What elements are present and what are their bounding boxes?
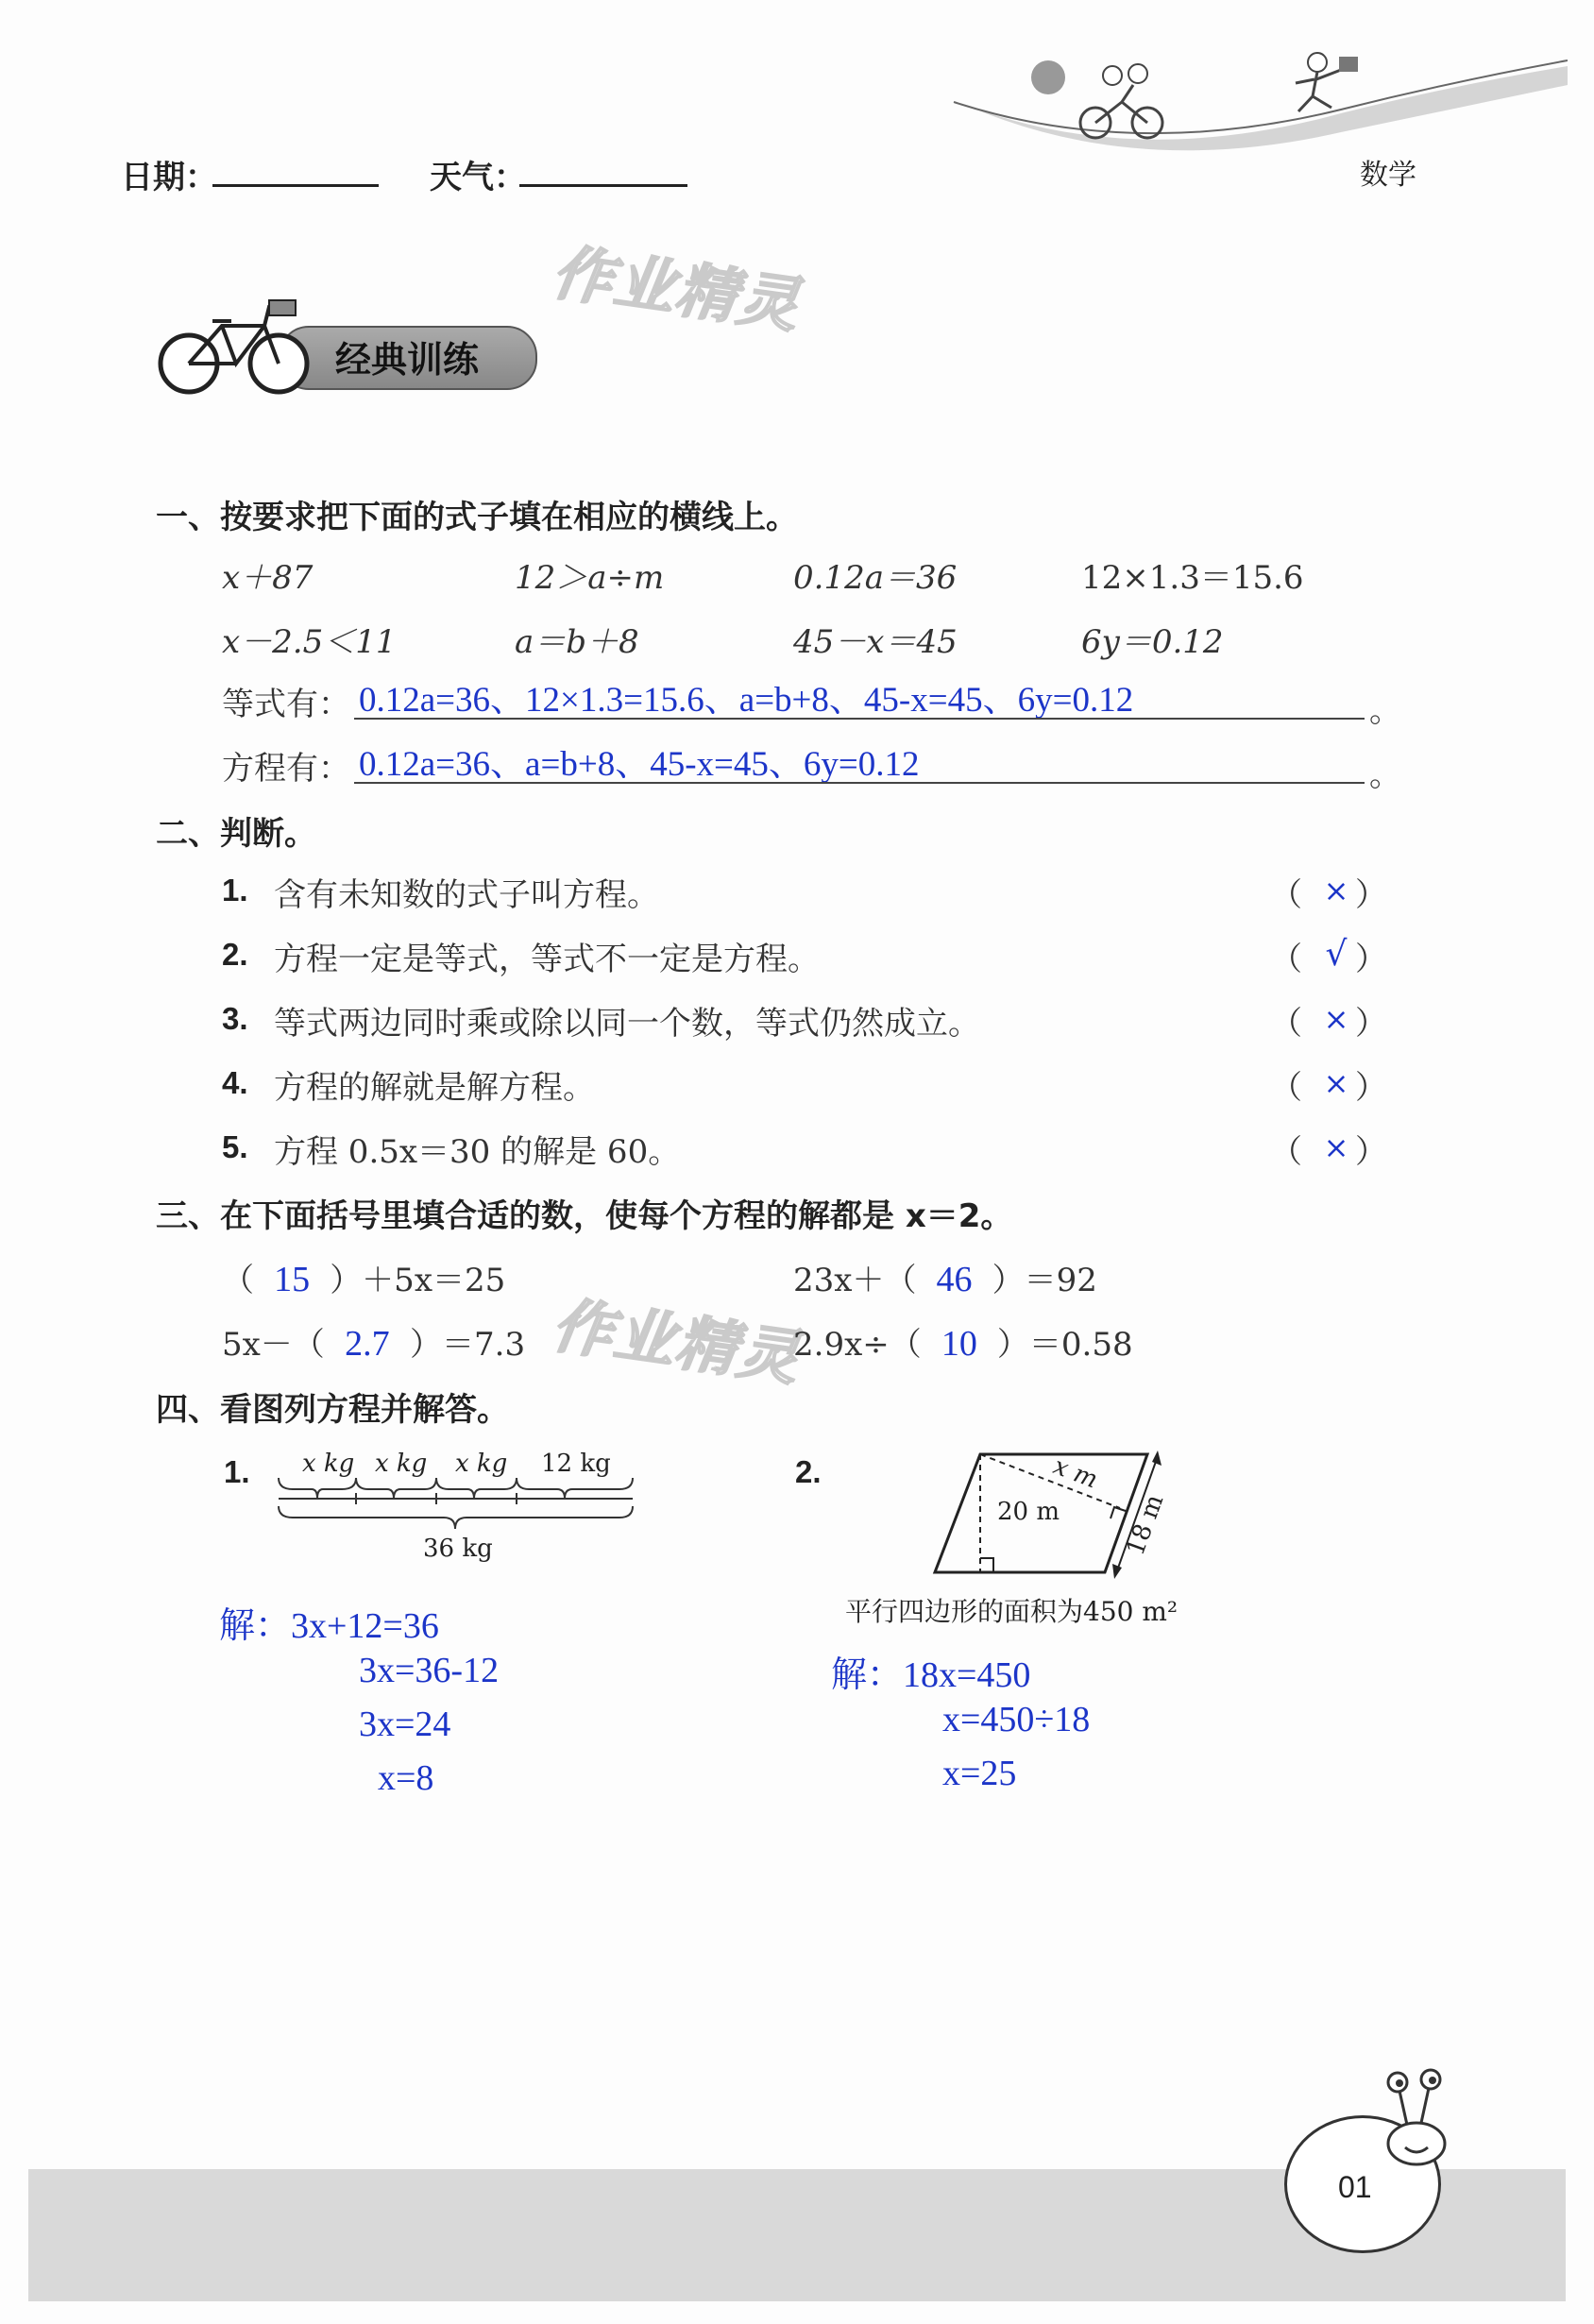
- judge-number: 1.: [222, 873, 248, 908]
- judge-text: 等式两边同时乘或除以同一个数，等式仍然成立。: [274, 1005, 980, 1043]
- expression: 12＞a÷m: [515, 559, 665, 597]
- end-mark: 。: [1369, 692, 1401, 730]
- solution-line: 3x=24: [359, 1705, 451, 1744]
- segment-label: x kg: [375, 1450, 428, 1478]
- judge-item: [222, 933, 1402, 980]
- judge-item: [222, 1126, 1402, 1173]
- fill-suffix: ）＝92: [992, 1262, 1097, 1299]
- segment-label: x kg: [455, 1450, 508, 1478]
- fill-prefix: （: [222, 1262, 254, 1299]
- paren-close: ）: [1355, 941, 1387, 978]
- weather-blank[interactable]: [519, 184, 687, 187]
- judge-number: 4.: [222, 1065, 248, 1100]
- fill-item: [793, 1318, 1133, 1365]
- equalities-answer[interactable]: 0.12a=36、12×1.3=15.6、a=b+8、45-x=45、6y=0.12: [359, 681, 1134, 720]
- judge-mark[interactable]: √: [1325, 935, 1348, 974]
- equalities-label: 等式有：: [222, 686, 350, 723]
- paren-close: ）: [1355, 1133, 1387, 1171]
- end-mark: 。: [1369, 756, 1401, 794]
- fill-prefix: 23x＋（: [793, 1262, 917, 1299]
- paren-close: ）: [1355, 1069, 1387, 1107]
- judge-number: 3.: [222, 1001, 248, 1036]
- watermark: 作业精灵: [548, 1290, 805, 1395]
- parallelogram-diagram: [925, 1445, 1180, 1586]
- judge-item: [222, 869, 1402, 916]
- paren-close: ）: [1355, 1005, 1387, 1043]
- diagonal-label: x m: [1049, 1451, 1102, 1495]
- fill-suffix: ）＝7.3: [410, 1326, 526, 1364]
- expression: 6y＝0.12: [1081, 623, 1224, 661]
- segment-label: 12 kg: [541, 1450, 611, 1478]
- section-banner: [156, 283, 543, 397]
- solution-line: x=8: [378, 1758, 434, 1798]
- judge-item: [222, 1061, 1402, 1109]
- banner-title: 经典训练: [335, 339, 480, 381]
- expression: 45－x＝45: [793, 623, 958, 661]
- expression: 12×1.3＝15.6: [1081, 559, 1304, 597]
- equations-line: [354, 782, 1365, 784]
- judge-text: 含有未知数的式子叫方程。: [274, 876, 659, 914]
- fill-suffix: ）＋5x＝25: [330, 1262, 506, 1299]
- paren-open: （: [1270, 941, 1302, 978]
- judge-item: [222, 997, 1402, 1044]
- segment-label: x kg: [302, 1450, 355, 1478]
- expression: x＋87: [222, 559, 314, 597]
- weather-label: 天气：: [430, 159, 526, 196]
- fill-item: [222, 1318, 525, 1365]
- fill-answer[interactable]: 10: [941, 1324, 977, 1364]
- bicycle-icon: [156, 293, 364, 397]
- snail-icon: [1379, 2068, 1483, 2172]
- judge-text: 方程的解就是解方程。: [274, 1069, 595, 1107]
- fill-answer[interactable]: 15: [274, 1260, 311, 1299]
- solution-line: 3x=36-12: [359, 1651, 500, 1690]
- diagram-caption: 平行四边形的面积为450 m²: [845, 1596, 1179, 1627]
- judge-number: 2.: [222, 937, 248, 972]
- equalities-line: [354, 718, 1365, 720]
- header-illustration: [944, 28, 1568, 151]
- fill-prefix: 2.9x÷（: [793, 1326, 922, 1364]
- problem-number: 2.: [795, 1454, 822, 1489]
- expression: 0.12a＝36: [793, 559, 958, 597]
- expression: a＝b＋8: [515, 623, 639, 661]
- height-label: 20 m: [997, 1498, 1060, 1526]
- judge-mark[interactable]: ×: [1323, 873, 1349, 908]
- judge-mark[interactable]: ×: [1323, 1129, 1349, 1165]
- paren-open: （: [1270, 876, 1302, 914]
- problem-number: 1.: [224, 1454, 250, 1489]
- q4-title: 四、看图列方程并解答。: [156, 1391, 509, 1429]
- paren-open: （: [1270, 1005, 1302, 1043]
- judge-text: 方程一定是等式，等式不一定是方程。: [274, 941, 820, 978]
- fill-prefix: 5x－（: [222, 1326, 325, 1364]
- paren-open: （: [1270, 1069, 1302, 1107]
- fill-item: [222, 1254, 505, 1300]
- page-number: 01: [1338, 2170, 1372, 2204]
- equations-answer[interactable]: 0.12a=36、a=b+8、45-x=45、6y=0.12: [359, 745, 920, 784]
- total-label: 36 kg: [423, 1535, 493, 1563]
- expression: x－2.5＜11: [222, 623, 397, 661]
- q1-title: 一、按要求把下面的式子填在相应的横线上。: [156, 499, 798, 536]
- solution-line: x=450÷18: [942, 1700, 1091, 1739]
- judge-text: 方程 0.5x＝30 的解是 60。: [274, 1133, 681, 1171]
- paren-close: ）: [1355, 876, 1387, 914]
- judge-mark[interactable]: ×: [1323, 1065, 1349, 1101]
- date-label: 日期：: [121, 159, 217, 196]
- fill-suffix: ）＝0.58: [996, 1326, 1133, 1364]
- judge-number: 5.: [222, 1129, 248, 1164]
- solution-line: x=25: [942, 1754, 1017, 1793]
- solution-line: 解：18x=450: [831, 1655, 1031, 1695]
- q2-title: 二、判断。: [156, 815, 316, 853]
- fill-answer[interactable]: 2.7: [345, 1324, 390, 1364]
- side-label: 18 m: [1121, 1490, 1170, 1560]
- judge-mark[interactable]: ×: [1323, 1001, 1349, 1037]
- segment-diagram: [274, 1450, 642, 1572]
- fill-answer[interactable]: 46: [936, 1260, 973, 1299]
- q3-title: 三、在下面括号里填合适的数，使每个方程的解都是 x＝2。: [156, 1197, 1013, 1235]
- date-blank[interactable]: [212, 184, 379, 187]
- fill-item: [793, 1254, 1097, 1300]
- equations-label: 方程有：: [222, 750, 350, 788]
- solution-line: 解：3x+12=36: [219, 1606, 439, 1646]
- watermark: 作业精灵: [548, 237, 805, 342]
- subject-label: 数学: [1360, 159, 1416, 192]
- paren-open: （: [1270, 1133, 1302, 1171]
